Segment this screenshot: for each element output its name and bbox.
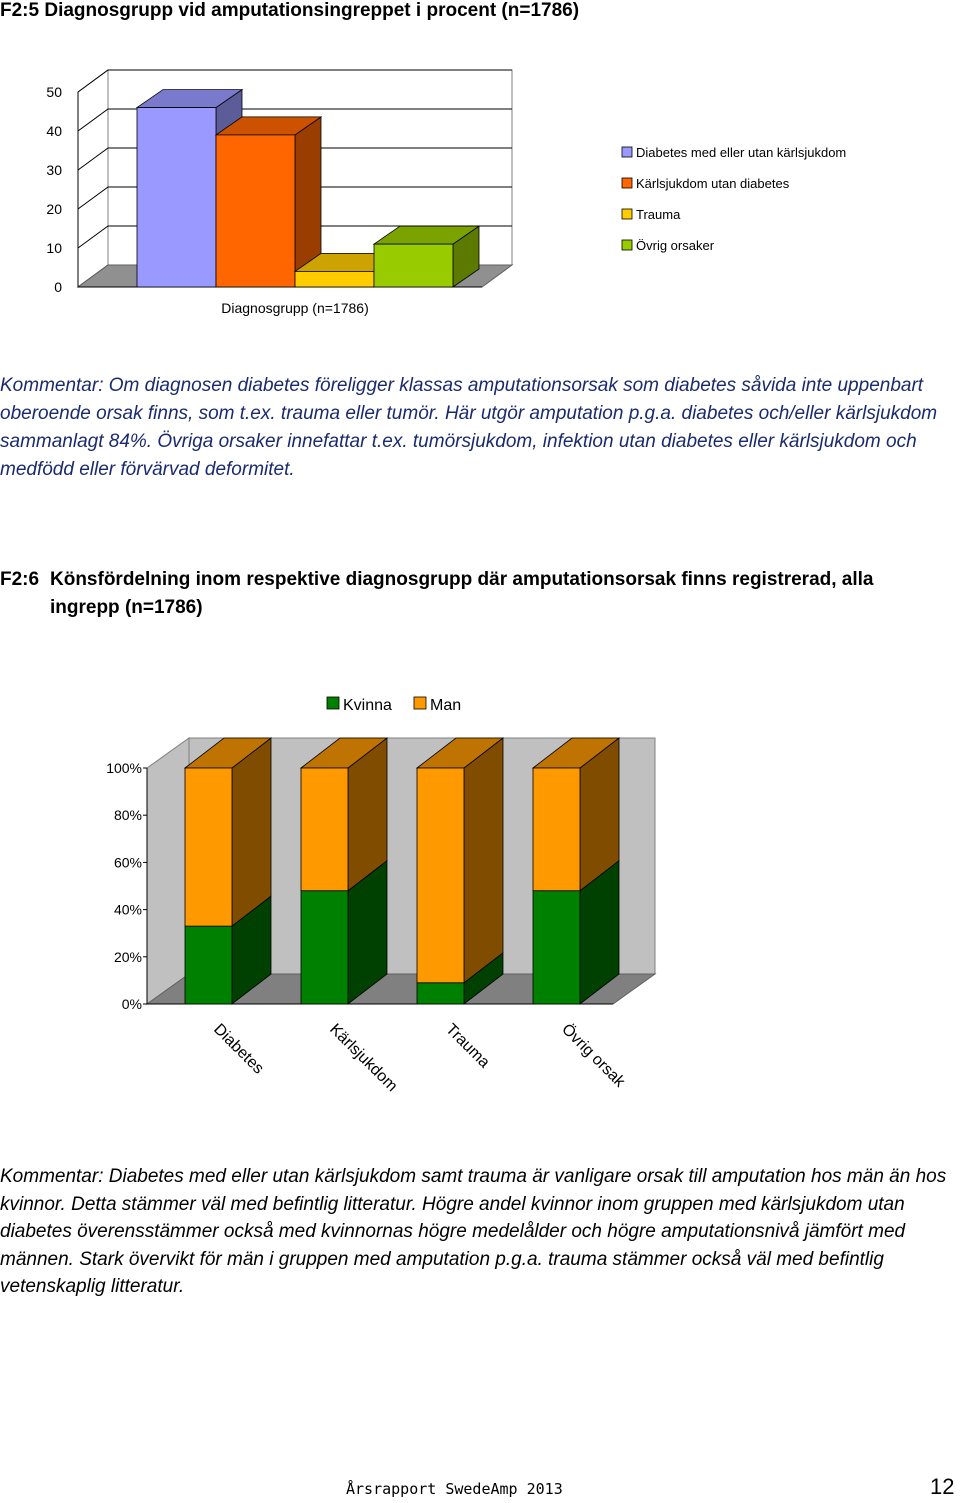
- bar-segment-man: [533, 768, 580, 891]
- bar-front: [216, 135, 295, 287]
- page-number: 12: [930, 1474, 955, 1499]
- chart1-legend-label: Övrig orsaker: [636, 238, 715, 253]
- chart1-legend-label: Diabetes med eller utan kärlsjukdom: [636, 145, 847, 160]
- bar-segment-kvinna: [417, 983, 464, 1004]
- chart2-category-label: Diabetes: [210, 1020, 267, 1078]
- chart2-legend-label: Man: [430, 697, 462, 714]
- chart1-legend-label: Trauma: [636, 207, 681, 222]
- chart2-category-label: Övrig orsak: [558, 1020, 629, 1091]
- chart2-y-tick-label: 0%: [121, 996, 142, 1012]
- chart2-y-tick-label: 20%: [113, 948, 142, 965]
- chart1-y-tick-label: 30: [46, 162, 62, 178]
- bar-side-man: [232, 738, 271, 926]
- chart1-legend-swatch: [622, 209, 632, 219]
- bar-segment-man: [301, 768, 348, 891]
- chart2-legend-swatch: [327, 697, 339, 709]
- chart2-gender-distribution: [0, 680, 960, 1120]
- chart1-bar-vrig-orsaker: [374, 226, 479, 287]
- bar-segment-man: [185, 768, 232, 926]
- chart2-comment: Kommentar: Diabetes med eller utan kärlsjukdom samt trauma är vanligare orsak till amputation hos män än hos kvinnor. Detta stämmer väl med befintlig litteratur. Högre andel kvinnor inom gruppen med kärlsjukdom utan diabetes överensstämmer också med kvinnornas högre medelålder och högre amputationsnivå jämfört med männen. Stark övervikt för män i gruppen med amputation p.g.a. trauma stämmer också väl med befintlig vetenskaplig litteratur.: [0, 1166, 947, 1297]
- bar-front: [295, 271, 374, 287]
- chart2-bar-trauma: [417, 738, 503, 1004]
- bar-segment-kvinna: [301, 891, 348, 1004]
- chart2-legend-label: Kvinna: [343, 697, 392, 714]
- bar-front: [137, 108, 216, 287]
- chart2-title-label: F2:6: [0, 569, 40, 590]
- chart2-y-tick-label: 80%: [113, 807, 142, 824]
- chart1-y-tick-label: 40: [46, 123, 62, 139]
- chart2-side-wall: [147, 738, 189, 1004]
- chart1-bar-k-rlsjukdom-utan-diabetes: [216, 117, 321, 287]
- chart2-y-tick-label: 60%: [113, 854, 142, 871]
- bar-segment-man: [417, 768, 464, 983]
- chart2-y-tick-label: 40%: [113, 901, 142, 918]
- chart1-y-tick-label: 20: [46, 201, 62, 217]
- chart2-bar-vrig-orsak: [533, 738, 619, 1004]
- chart1-side-wall: [78, 70, 108, 287]
- chart2-bar-k-rlsjukdom: [301, 738, 387, 1004]
- chart1-diagnosis-groups: [0, 60, 960, 330]
- chart2-title-text: Könsfördelning inom respektive diagnosgrupp där amputationsorsak finns registrerad, alla ingrepp (n=1786): [50, 569, 874, 618]
- chart1-y-tick-label: 0: [54, 279, 62, 295]
- chart2-title: [0, 566, 930, 622]
- chart1-x-axis-label: Diagnosgrupp (n=1786): [221, 300, 369, 316]
- chart1-y-tick-label: 50: [46, 84, 62, 100]
- bar-side-man: [464, 738, 503, 983]
- bar-segment-kvinna: [533, 891, 580, 1004]
- chart1-legend-label: Kärlsjukdom utan diabetes: [636, 176, 790, 191]
- chart2-category-label: Trauma: [442, 1020, 493, 1072]
- bar-segment-kvinna: [185, 926, 232, 1004]
- chart1-legend-swatch: [622, 178, 632, 188]
- chart2-y-tick-label: 100%: [106, 760, 142, 776]
- chart2-bar-diabetes: [185, 738, 271, 1004]
- footer-report-name: Årsrapport SwedeAmp 2013: [346, 1480, 563, 1498]
- chart1-y-tick-label: 10: [46, 240, 62, 256]
- chart1-comment: Kommentar: Om diagnosen diabetes föreligger klassas amputationsorsak som diabetes såvida inte uppenbart oberoende orsak finns, som t.ex. trauma eller tumör. Här utgör amputation p.g.a. diabetes och/eller kärlsjukdom sammanlagt 84%. Övriga orsaker innefattar t.ex. tumörsjukdom, infektion utan diabetes eller kärlsjukdom och medfödd eller förvärvad deformitet.: [0, 375, 938, 480]
- chart2-category-label: Kärlsjukdom: [326, 1020, 401, 1096]
- chart1-legend-swatch: [622, 240, 632, 250]
- chart1-title: F2:5 Diagnosgrupp vid amputationsingreppet i procent (n=1786): [0, 0, 580, 21]
- bar-front: [374, 244, 453, 287]
- chart2-legend-swatch: [414, 697, 426, 709]
- chart1-legend-swatch: [622, 147, 632, 157]
